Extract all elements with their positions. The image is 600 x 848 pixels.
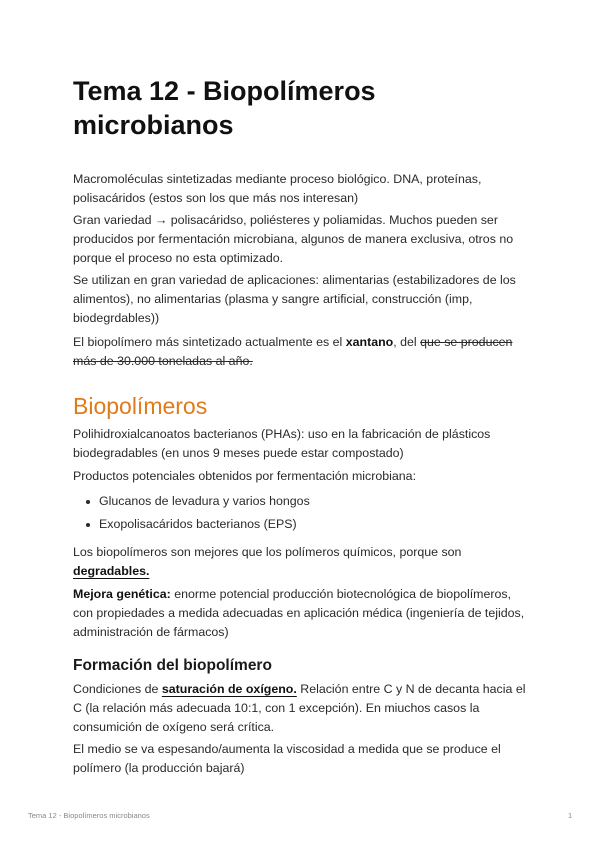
bio-p3-text: Los biopolímeros son mejores que los polímeros químicos, porque son [73,545,462,559]
formacion-paragraph-1 [73,680,528,737]
page-title: Tema 12 - Biopolímeros microbianos [73,76,376,140]
strikethrough-text: que se producen más de 30.000 toneladas al año. [73,335,513,368]
intro-paragraph-3: Se utilizan en gran variedad de aplicaciones: alimentarias (estabilizadores de los alimentos), no alimentarias (plasma y sangre artificial, construcción (imp, biodegrdables)) [73,273,516,325]
bio-p4-text: enorme potencial producción biotecnológica de biopolímeros, con propiedades a medida adecuadas en aplicación médica (ingeniería de tejidos, administración de fármacos) [73,587,525,639]
subsection-heading-formacion: Formación del biopolímero [73,657,272,674]
formacion-p1-pre: Condiciones de [73,682,162,696]
intro-p4-text: El biopolímero más sintetizado actualmente es el [73,335,346,349]
list-item: Exopolisacáridos bacterianos (EPS) [73,515,528,538]
list-item: Glucanos de levadura y varios hongos [73,492,528,515]
formacion-paragraph-2: El medio se va espesando/aumenta la viscosidad a medida que se produce el polímero (la producción bajará) [73,742,501,775]
bio-paragraph-4 [73,585,528,642]
formacion-p1-rest: Relación entre C y N de decanta hacia el C (la relación más adecuada 10:1, con 1 excepción). En miuchos casos la consumición de oxígeno será crítica. [73,682,526,734]
bio-paragraph-2: Productos potenciales obtenidos por fermentación microbiana: [73,469,417,483]
intro-paragraph-4 [73,333,528,371]
footer-title: Tema 12 - Biopolímeros microbianos [28,811,150,820]
bio-paragraph-3 [73,543,528,581]
intro-paragraph-2: Gran variedad → polisacáridso, poliésteres y poliamidas. Muchos pueden ser producidos por fermentación microbiana, algunos de manera exclusiva, otros no porque el proceso no esta optimizado. [73,213,514,265]
intro-p4-mid: , del [393,335,421,349]
mejora-genetica-bold: Mejora genética: [73,587,171,601]
page-number: 1 [568,811,573,820]
bio-paragraph-1: Polihidroxialcanoatos bacterianos (PHAs): uso en la fabricación de plásticos biodegradables (en unos 9 meses puede estar compostado) [73,427,491,460]
degradables-bold: degradables. [73,564,150,578]
xantano-bold: xantano [345,335,394,349]
section-heading-biopolimeros: Biopolímeros [73,393,208,419]
saturacion-bold: saturación de oxígeno. [161,682,297,696]
bullet-list [73,492,528,538]
intro-paragraph-1: Macromoléculas sintetizadas mediante proceso biológico. DNA, proteínas, polisacáridos (estos son los que más nos interesan) [73,172,482,205]
